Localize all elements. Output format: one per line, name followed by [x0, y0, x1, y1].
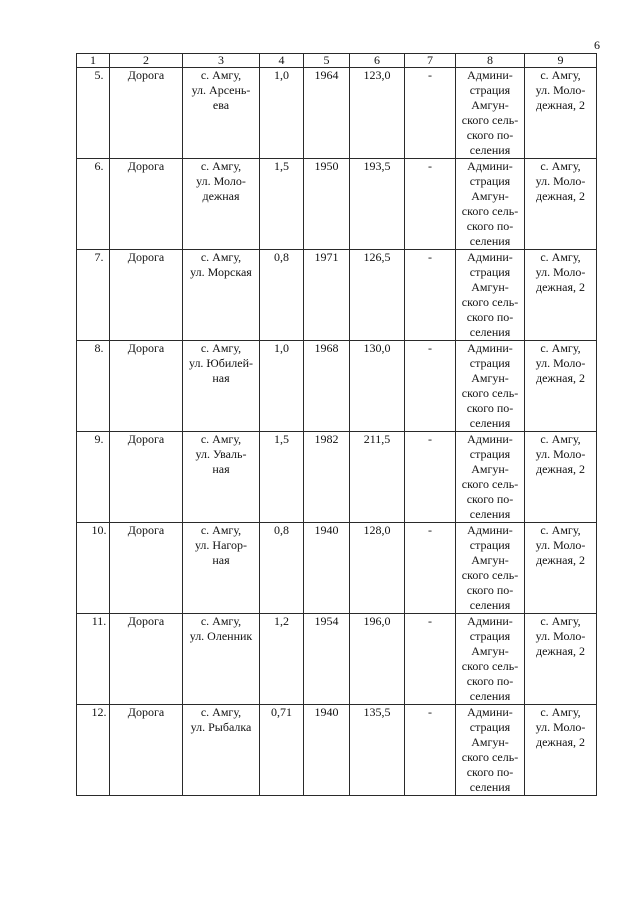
location-cell — [183, 250, 260, 341]
address-cell — [525, 250, 597, 341]
table-row — [77, 705, 597, 796]
length-cell: 1,5 — [260, 159, 304, 250]
location-cell-line: с. Амгу, — [200, 432, 242, 446]
column-7-cell: - — [405, 614, 456, 705]
table-row — [77, 341, 597, 432]
address-cell — [525, 614, 597, 705]
object-type-cell: Дорога — [110, 614, 183, 705]
address-cell-line: с. Амгу, — [540, 341, 581, 355]
holder-cell-line: страция — [469, 83, 511, 97]
location-cell — [183, 159, 260, 250]
object-type-cell: Дорога — [110, 68, 183, 159]
column-7-cell: - — [405, 523, 456, 614]
value-cell: 130,0 — [350, 341, 405, 432]
row-number-cell: 12. — [77, 705, 110, 796]
location-cell — [183, 705, 260, 796]
holder-cell-line: селения — [469, 416, 511, 430]
location-cell — [183, 523, 260, 614]
value-cell: 128,0 — [350, 523, 405, 614]
holder-cell — [456, 250, 525, 341]
address-cell-line: ул. Моло- — [535, 538, 586, 552]
holder-cell-line: ского сель- — [461, 568, 519, 582]
location-cell-line: дежная — [202, 189, 240, 203]
holder-cell-line: Амгун- — [471, 371, 509, 385]
property-register-table — [76, 53, 597, 796]
address-cell-line: ул. Моло- — [535, 629, 586, 643]
location-cell-line: с. Амгу, — [200, 523, 242, 537]
address-cell-line: с. Амгу, — [540, 159, 581, 173]
year-cell: 1968 — [304, 341, 350, 432]
location-cell — [183, 341, 260, 432]
holder-cell-line: ского сель- — [461, 113, 519, 127]
length-cell: 0,8 — [260, 523, 304, 614]
address-cell-line: ул. Моло- — [535, 83, 586, 97]
column-header: 2 — [110, 54, 183, 68]
location-cell-line: ева — [212, 98, 230, 112]
length-cell: 1,0 — [260, 341, 304, 432]
holder-cell-line: страция — [469, 174, 511, 188]
holder-cell — [456, 523, 525, 614]
location-cell-line: с. Амгу, — [200, 159, 242, 173]
column-header: 8 — [456, 54, 525, 68]
holder-cell — [456, 614, 525, 705]
holder-cell — [456, 341, 525, 432]
length-cell: 1,5 — [260, 432, 304, 523]
table-body — [77, 54, 597, 796]
row-number-cell: 6. — [77, 159, 110, 250]
holder-cell-line: страция — [469, 265, 511, 279]
column-7-cell: - — [405, 68, 456, 159]
address-cell-line: ул. Моло- — [535, 447, 586, 461]
object-type-cell: Дорога — [110, 159, 183, 250]
address-cell-line: ул. Моло- — [535, 265, 586, 279]
holder-cell-line: страция — [469, 629, 511, 643]
address-cell-line: дежная, 2 — [536, 280, 585, 294]
location-cell-line: с. Амгу, — [200, 341, 242, 355]
holder-cell-line: Амгун- — [471, 189, 509, 203]
year-cell: 1954 — [304, 614, 350, 705]
address-cell — [525, 432, 597, 523]
holder-cell-line: ского по- — [466, 310, 514, 324]
holder-cell-line: ского сель- — [461, 750, 519, 764]
holder-cell-line: Админи- — [467, 341, 513, 355]
address-cell-line: с. Амгу, — [540, 523, 581, 537]
holder-cell-line: Амгун- — [471, 735, 509, 749]
value-cell: 123,0 — [350, 68, 405, 159]
column-header: 7 — [405, 54, 456, 68]
object-type-cell: Дорога — [110, 250, 183, 341]
holder-cell-line: ского по- — [466, 401, 514, 415]
address-cell — [525, 159, 597, 250]
table-row — [77, 432, 597, 523]
column-number-row — [77, 54, 597, 68]
holder-cell-line: страция — [469, 538, 511, 552]
holder-cell-line: ского по- — [466, 492, 514, 506]
address-cell-line: дежная, 2 — [536, 553, 585, 567]
holder-cell-line: Амгун- — [471, 98, 509, 112]
column-header: 6 — [350, 54, 405, 68]
holder-cell-line: ского по- — [466, 583, 514, 597]
address-cell — [525, 68, 597, 159]
address-cell-line: ул. Моло- — [535, 720, 586, 734]
table-row — [77, 614, 597, 705]
holder-cell-line: ского по- — [466, 219, 514, 233]
object-type-cell: Дорога — [110, 523, 183, 614]
table-row — [77, 68, 597, 159]
location-cell-line: с. Амгу, — [200, 250, 242, 264]
year-cell: 1940 — [304, 523, 350, 614]
location-cell-line: ул. Уваль- — [195, 447, 247, 461]
column-header: 5 — [304, 54, 350, 68]
column-header: 9 — [525, 54, 597, 68]
location-cell — [183, 432, 260, 523]
holder-cell-line: ского сель- — [461, 204, 519, 218]
object-type-cell: Дорога — [110, 341, 183, 432]
table-row — [77, 250, 597, 341]
address-cell — [525, 523, 597, 614]
holder-cell-line: Амгун- — [471, 462, 509, 476]
holder-cell-line: Админи- — [467, 614, 513, 628]
value-cell: 126,5 — [350, 250, 405, 341]
row-number-cell: 5. — [77, 68, 110, 159]
holder-cell-line: страция — [469, 447, 511, 461]
holder-cell — [456, 432, 525, 523]
row-number-cell: 7. — [77, 250, 110, 341]
row-number-cell: 9. — [77, 432, 110, 523]
length-cell: 1,0 — [260, 68, 304, 159]
holder-cell-line: Админи- — [467, 250, 513, 264]
table-row — [77, 523, 597, 614]
address-cell-line: с. Амгу, — [540, 614, 581, 628]
holder-cell-line: ского сель- — [461, 477, 519, 491]
holder-cell-line: Админи- — [467, 432, 513, 446]
year-cell: 1950 — [304, 159, 350, 250]
holder-cell-line: Админи- — [467, 523, 513, 537]
holder-cell-line: ского по- — [466, 128, 514, 142]
holder-cell-line: ского по- — [466, 765, 514, 779]
length-cell: 0,8 — [260, 250, 304, 341]
address-cell-line: дежная, 2 — [536, 462, 585, 476]
address-cell-line: с. Амгу, — [540, 705, 581, 719]
year-cell: 1982 — [304, 432, 350, 523]
address-cell — [525, 705, 597, 796]
location-cell-line: ул. Арсень- — [191, 83, 251, 97]
holder-cell-line: ского по- — [466, 674, 514, 688]
location-cell-line: ная — [212, 462, 230, 476]
value-cell: 135,5 — [350, 705, 405, 796]
holder-cell-line: страция — [469, 356, 511, 370]
address-cell — [525, 341, 597, 432]
column-7-cell: - — [405, 705, 456, 796]
location-cell — [183, 68, 260, 159]
holder-cell-line: Админи- — [467, 68, 513, 82]
holder-cell-line: ского сель- — [461, 386, 519, 400]
holder-cell-line: селения — [469, 507, 511, 521]
column-header: 3 — [183, 54, 260, 68]
location-cell — [183, 614, 260, 705]
address-cell-line: дежная, 2 — [536, 189, 585, 203]
location-cell-line: ул. Нагор- — [194, 538, 248, 552]
holder-cell-line: ского сель- — [461, 659, 519, 673]
object-type-cell: Дорога — [110, 432, 183, 523]
holder-cell-line: страция — [469, 720, 511, 734]
location-cell-line: ул. Морская — [190, 265, 252, 279]
value-cell: 193,5 — [350, 159, 405, 250]
column-header: 4 — [260, 54, 304, 68]
location-cell-line: ул. Рыбалка — [190, 720, 252, 734]
object-type-cell: Дорога — [110, 705, 183, 796]
holder-cell-line: Админи- — [467, 159, 513, 173]
location-cell-line: ул. Моло- — [196, 174, 246, 188]
holder-cell-line: селения — [469, 143, 511, 157]
page-number: 6 — [594, 38, 600, 52]
location-cell-line: ул. Юбилей- — [188, 356, 254, 370]
row-number-cell: 8. — [77, 341, 110, 432]
address-cell-line: дежная, 2 — [536, 644, 585, 658]
column-7-cell: - — [405, 250, 456, 341]
location-cell-line: ул. Оленник — [189, 629, 253, 643]
holder-cell-line: Админи- — [467, 705, 513, 719]
value-cell: 196,0 — [350, 614, 405, 705]
holder-cell-line: селения — [469, 234, 511, 248]
year-cell: 1940 — [304, 705, 350, 796]
column-header: 1 — [77, 54, 110, 68]
holder-cell-line: Амгун- — [471, 280, 509, 294]
location-cell-line: с. Амгу, — [200, 614, 242, 628]
holder-cell — [456, 705, 525, 796]
holder-cell-line: ского сель- — [461, 295, 519, 309]
location-cell-line: ная — [212, 553, 230, 567]
holder-cell-line: Амгун- — [471, 644, 509, 658]
address-cell-line: дежная, 2 — [536, 371, 585, 385]
column-7-cell: - — [405, 159, 456, 250]
address-cell-line: дежная, 2 — [536, 735, 585, 749]
row-number-cell: 11. — [77, 614, 110, 705]
address-cell-line: с. Амгу, — [540, 432, 581, 446]
length-cell: 0,71 — [260, 705, 304, 796]
year-cell: 1964 — [304, 68, 350, 159]
address-cell-line: ул. Моло- — [535, 174, 586, 188]
location-cell-line: с. Амгу, — [200, 68, 242, 82]
address-cell-line: ул. Моло- — [535, 356, 586, 370]
year-cell: 1971 — [304, 250, 350, 341]
holder-cell-line: Амгун- — [471, 553, 509, 567]
address-cell-line: с. Амгу, — [540, 250, 581, 264]
address-cell-line: с. Амгу, — [540, 68, 581, 82]
location-cell-line: ная — [212, 371, 230, 385]
holder-cell — [456, 68, 525, 159]
holder-cell-line: селения — [469, 325, 511, 339]
address-cell-line: дежная, 2 — [536, 98, 585, 112]
holder-cell — [456, 159, 525, 250]
row-number-cell: 10. — [77, 523, 110, 614]
length-cell: 1,2 — [260, 614, 304, 705]
table-row — [77, 159, 597, 250]
location-cell-line: с. Амгу, — [200, 705, 242, 719]
column-7-cell: - — [405, 432, 456, 523]
holder-cell-line: селения — [469, 780, 511, 794]
column-7-cell: - — [405, 341, 456, 432]
holder-cell-line: селения — [469, 598, 511, 612]
holder-cell-line: селения — [469, 689, 511, 703]
value-cell: 211,5 — [350, 432, 405, 523]
